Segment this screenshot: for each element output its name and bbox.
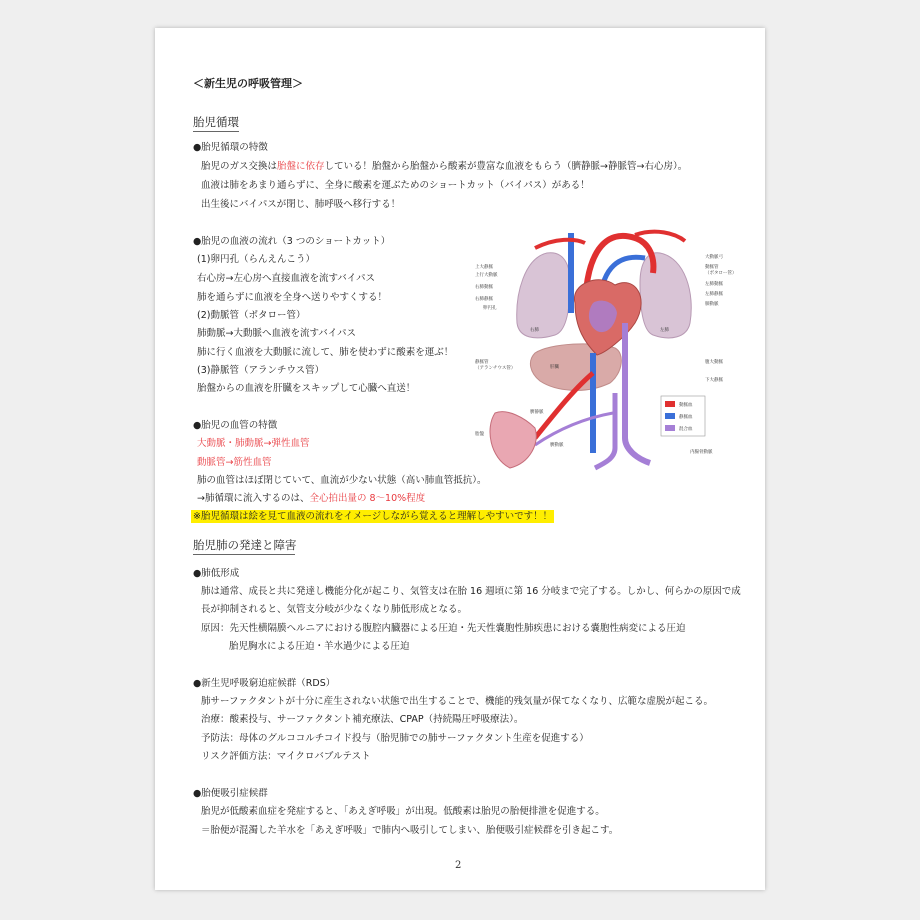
label-dv: 静脈管 bbox=[475, 360, 489, 365]
hypoplasia-line1: 肺は通常、成長と共に発達し機能分化が起こり、気管支は在胎 16 週頃に第 16 分岐まで完了する。しかし、何らかの原因で成 bbox=[201, 586, 741, 597]
page-number: 2 bbox=[455, 860, 462, 871]
label-rlung: 右肺 bbox=[530, 328, 539, 333]
flow-s2-b: 肺に行く血液を大動脈に流して、肺を使わずに酸素を運ぶ！ bbox=[197, 347, 454, 358]
legend-swatch-arterial bbox=[665, 401, 675, 407]
liver-shape bbox=[530, 344, 621, 391]
features-line2: 血液は肺をあまり通らずに、全身に酸素を運ぶためのショートカット（バイパス）がある！ bbox=[201, 180, 590, 191]
legend-venous: 静脈血 bbox=[679, 415, 693, 420]
label-rpa: 右肺動脈 bbox=[475, 285, 493, 290]
bullet-flow: ●胎児の血液の流れ（3 つのショートカット） bbox=[193, 236, 391, 247]
label-da: 動脈管 bbox=[705, 265, 719, 270]
vessels-line4: →肺循環に流入するのは、全心拍出量の 8～10%程度 bbox=[197, 493, 426, 504]
flow-s1-a: 右心房→左心房へ直接血液を流すバイパス bbox=[197, 273, 376, 284]
mixed-vessel-branch bbox=[595, 393, 615, 468]
mas-line1: 胎児が低酸素血症を発症すると、「あえぎ呼吸」が出現。低酸素は胎児の胎便排泄を促進する。 bbox=[201, 806, 605, 817]
legend-arterial: 動脈血 bbox=[679, 403, 693, 408]
label-pa: 肺動脈 bbox=[705, 302, 719, 307]
umbilical-artery bbox=[535, 413, 613, 445]
flow-s2-a: 肺動脈→大動脈へ血液を流すバイパス bbox=[197, 328, 357, 339]
label-lpa: 左肺動脈 bbox=[705, 282, 723, 287]
left-lung-shape bbox=[640, 253, 691, 338]
section-heading-lung-dev: 胎児肺の発達と障害 bbox=[193, 538, 297, 552]
hypoplasia-line4: 胎児胸水による圧迫・羊水過少による圧迫 bbox=[229, 641, 410, 652]
flow-s1-b: 肺を通らずに血液を全身へ送りやすくする！ bbox=[197, 292, 388, 303]
label-upper-ao: 上行大動脈 bbox=[475, 273, 498, 278]
vessels-red1: 大動脈・肺動脈→弾性血管 bbox=[197, 438, 310, 449]
branch-red-left bbox=[535, 240, 585, 248]
bullet-hypoplasia: ●肺低形成 bbox=[193, 568, 240, 579]
label-da2: （ボタロー管） bbox=[705, 271, 737, 276]
heading-underline bbox=[193, 131, 239, 132]
flow-s2-title: (2)動脈管（ボタロー管） bbox=[197, 310, 306, 321]
bullet-rds: ●新生児呼吸窮迫症候群（RDS） bbox=[193, 678, 336, 689]
rds-line1: 肺サーファクタントが十分に産生されない状態で出生することで、機能的残気量が保てなくなり、広範な虚脱が起こる。 bbox=[201, 696, 713, 707]
highlight-note: ※胎児循環は絵を見て血液の流れをイメージしながら覚えると理解しやすいです！！ bbox=[193, 511, 553, 522]
label-liver: 肝臓 bbox=[550, 365, 559, 370]
heading-underline bbox=[193, 554, 295, 555]
label-placenta: 胎盤 bbox=[475, 432, 484, 437]
flow-s3-a: 胎盤からの血液を肝臓をスキップして心臓へ直送！ bbox=[197, 383, 416, 394]
descending-aorta-vessel bbox=[625, 323, 650, 463]
mas-line2: ＝胎便が混濁した羊水を「あえぎ呼吸」で肺内へ吸引してしまい、胎便吸引症候群を引き起こす。 bbox=[201, 825, 619, 836]
label-desc-ao: 腹大動脈 bbox=[705, 360, 723, 365]
placenta-shape bbox=[490, 412, 536, 468]
bullet-mas: ●胎便吸引症候群 bbox=[193, 788, 268, 799]
doc-title: ＜新生児の呼吸管理＞ bbox=[193, 77, 303, 90]
hypoplasia-line3: 原因：先天性横隔膜ヘルニアにおける腹腔内臓器による圧迫・先天性嚢胞性肺疾患における嚢胞性病変による圧迫 bbox=[201, 623, 686, 634]
label-ivc: 下大静脈 bbox=[705, 378, 723, 383]
fetal-circulation-diagram bbox=[475, 213, 750, 473]
document-page bbox=[155, 28, 765, 890]
rds-line4: リスク評価方法：マイクロバブルテスト bbox=[201, 751, 371, 762]
features-line3: 出生後にバイパスが閉じ、肺呼吸へ移行する！ bbox=[201, 199, 401, 210]
right-lung-shape bbox=[517, 253, 570, 338]
label-uv: 臍静脈 bbox=[530, 410, 544, 415]
legend-mixed: 混合血 bbox=[679, 427, 693, 432]
hypoplasia-line2: 長が抑制されると、気管支分岐が少なくなり肺低形成となる。 bbox=[201, 604, 468, 615]
label-dv2: （アランチウス管） bbox=[475, 366, 516, 371]
label-llung: 左肺 bbox=[660, 328, 669, 333]
rds-line3: 予防法：母体のグルココルチコイド投与（胎児肺での肺サーファクタント生産を促進する） bbox=[201, 733, 589, 744]
label-ua: 臍動脈 bbox=[550, 443, 564, 448]
rds-line2: 治療：酸素投与、サーファクタント補充療法、CPAP（持続陽圧呼吸療法）。 bbox=[201, 714, 524, 725]
bullet-features: ●胎児循環の特徴 bbox=[193, 142, 268, 153]
vessels-red2: 動脈管→筋性血管 bbox=[197, 457, 272, 468]
bullet-vessels: ●胎児の血管の特徴 bbox=[193, 420, 278, 431]
features-line1: 胎児のガス交換は胎盤に依存している！胎盤から胎盤から酸素が豊富な血液をもらう（臍静脈→静脈管→右心房）。 bbox=[201, 161, 688, 172]
section-heading-fetal-circulation: 胎児循環 bbox=[193, 115, 239, 129]
label-lpv: 左肺静脈 bbox=[705, 292, 723, 297]
flow-s1-title: (1)卵円孔（らんえんこう） bbox=[197, 254, 315, 265]
label-svc: 上大静脈 bbox=[475, 265, 493, 270]
label-ao: 大動脈弓 bbox=[705, 255, 723, 260]
label-fo: 卵円孔 bbox=[483, 306, 497, 311]
vessels-line3: 肺の血管はほぼ閉じていて、血流が少ない状態（高い肺血管抵抗）。 bbox=[197, 475, 487, 486]
legend-swatch-venous bbox=[665, 413, 675, 419]
label-rpv: 右肺静脈 bbox=[475, 297, 493, 302]
legend-swatch-mixed bbox=[665, 425, 675, 431]
flow-s3-title: (3)静脈管（アランチウス管） bbox=[197, 365, 325, 376]
label-iia: 内腸骨動脈 bbox=[690, 450, 713, 455]
